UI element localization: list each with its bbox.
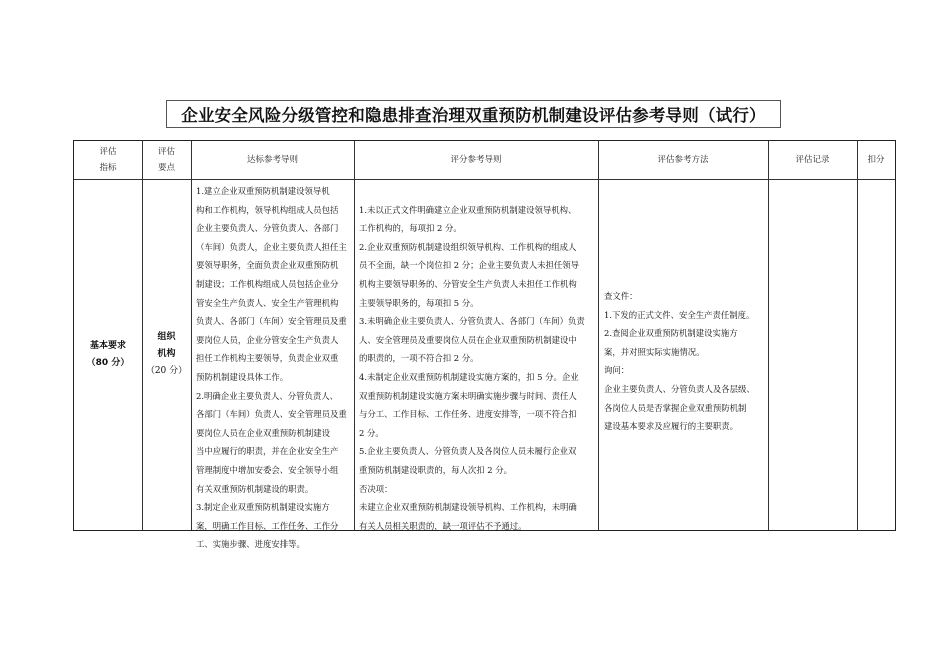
standard-line: 各部门（车间）负责人、安全管理员及重 (196, 409, 347, 420)
standard-line: 负责人、各部门（车间）安全管理员及重 (196, 316, 347, 327)
scoring-line: 双重预防机制建设实施方案未明确实施步骤与时间、责任人 (359, 390, 577, 401)
scoring-line: 否决项： (359, 483, 393, 494)
standard-line: 案，明确工作目标、工作任务、工作分 (196, 520, 339, 531)
header-key-point-line2: 要点 (157, 163, 175, 173)
standard-line: 1.建立企业双重预防机制建设领导机 (196, 186, 330, 196)
standard-line: 企业主要负责人、分管负责人、各部门 (196, 223, 339, 234)
standard-line: 预防机制建设具体工作。 (196, 371, 289, 382)
header-standard-guide: 达标参考导则 (246, 155, 298, 165)
method-line: 企业主要负责人、分管负责人及各层级、 (604, 383, 755, 394)
scoring-line: 重预防机制建设职责的，每人次扣 2 分。 (359, 464, 513, 475)
standard-line: 2.明确企业主要负责人、分管负责人、 (196, 390, 338, 401)
cell-standard-guide (191, 179, 354, 550)
document-title: 企业安全风险分级管控和隐患排查治理双重预防机制建设评估参考导则（试行） (166, 100, 781, 128)
cell-method (598, 179, 768, 530)
header-method: 评估参考方法 (657, 155, 709, 165)
header-key-point (142, 141, 191, 179)
key-point-line1: 组织 (157, 332, 176, 342)
header-scoring-guide: 评分参考导则 (450, 155, 502, 165)
header-indicator-line1: 评估 (99, 147, 117, 157)
standard-line: 制建设；工作机构组成人员包括企业分 (196, 278, 339, 289)
assessment-table (73, 140, 896, 550)
scoring-line: 人、安全管理员及重要岗位人员在企业双重预防机制建设中 (359, 334, 577, 345)
scoring-line: 有关人员相关职责的，缺一项评估不予通过。 (359, 520, 527, 531)
header-record: 评估记录 (795, 155, 830, 165)
method-line: 1.下发的正式文件、安全生产责任制度。 (604, 309, 755, 320)
header-key-point-line1: 评估 (157, 147, 175, 157)
method-line: 案，并对照实际实施情况。 (604, 346, 705, 357)
scoring-line: 员不全面，缺一个岗位扣 2 分；企业主要负责人未担任领导 (359, 260, 580, 271)
header-indicator-line2: 指标 (99, 163, 117, 173)
header-indicator (74, 141, 142, 179)
standard-line: 构和工作机构，领导机构组成人员包括 (196, 204, 339, 215)
scoring-line: 的职责的，一项不符合扣 2 分。 (359, 353, 479, 364)
cell-deduction[interactable] (857, 179, 895, 530)
key-point-score: （20 分） (145, 366, 188, 376)
cell-indicator (74, 179, 142, 530)
scoring-line (359, 182, 593, 201)
standard-line: 3.制定企业双重预防机制建设实施方 (196, 502, 330, 513)
cell-key-point (142, 179, 191, 530)
standard-line: 当中应履行的职责，并在企业安全生产 (196, 446, 339, 457)
cell-scoring-guide (354, 179, 598, 530)
header-deduction: 扣分 (867, 155, 885, 165)
indicator-name: 基本要求 (89, 340, 126, 351)
scoring-line: 与分工、工作目标、工作任务、进度安排等，一项不符合扣 (359, 409, 577, 420)
method-line: 各岗位人员是否掌握企业双重预防机制 (604, 402, 747, 413)
standard-line: 管安全生产负责人、安全生产管理机构 (196, 297, 339, 308)
method-line: 2.查阅企业双重预防机制建设实施方 (604, 328, 738, 339)
standard-line: 担任工作机构主要领导，负责企业双重 (196, 353, 339, 364)
scoring-line: 4.未制定企业双重预防机制建设实施方案的，扣 5 分。企业 (359, 371, 579, 382)
scoring-line: 1.未以正式文件明确建立企业双重预防机制建设领导机构、 (359, 204, 577, 215)
scoring-line: 3.未明确企业主要负责人、分管负责人、各部门（车间）负责 (359, 316, 585, 327)
scoring-line: 2.企业双重预防机制建设组织领导机构、工作机构的组成人 (359, 241, 577, 252)
scoring-line: 5.企业主要负责人、分管负责人及各岗位人员未履行企业双 (359, 446, 577, 457)
standard-line: 要领导职务，全面负责企业双重预防机 (196, 260, 339, 271)
standard-line: 工、实施步骤、进度安排等。 (196, 539, 305, 550)
method-line: 询问： (604, 365, 630, 376)
scoring-line: 主要领导职务的，每项扣 5 分。 (359, 297, 479, 308)
indicator-score: （80 分） (86, 357, 130, 368)
method-line: 建设基本要求及应履行的主要职责。 (604, 421, 738, 432)
standard-line: （车间）负责人，企业主要负责人担任主 (196, 241, 347, 252)
scoring-line: 2 分。 (359, 427, 384, 438)
standard-line: 管理制度中增加安委会、安全领导小组 (196, 464, 339, 475)
standard-line: 有关双重预防机制建设的职责。 (196, 483, 314, 494)
scoring-line: 工作机构的，每项扣 2 分。 (359, 223, 462, 234)
key-point-line2: 机构 (157, 349, 176, 359)
scoring-line: 未建立企业双重预防机制建设领导机构、工作机构，未明确 (359, 502, 577, 513)
method-line: 查文件： (604, 291, 638, 301)
method-text (604, 287, 755, 436)
scoring-line: 机构主要领导职务的、分管安全生产负责人未担任工作机构 (359, 278, 577, 289)
cell-record[interactable] (768, 179, 857, 530)
standard-line: 要岗位人员，企业分管安全生产负责人 (196, 334, 339, 345)
standard-line: 要岗位人员在企业双重预防机制建设 (196, 427, 330, 438)
